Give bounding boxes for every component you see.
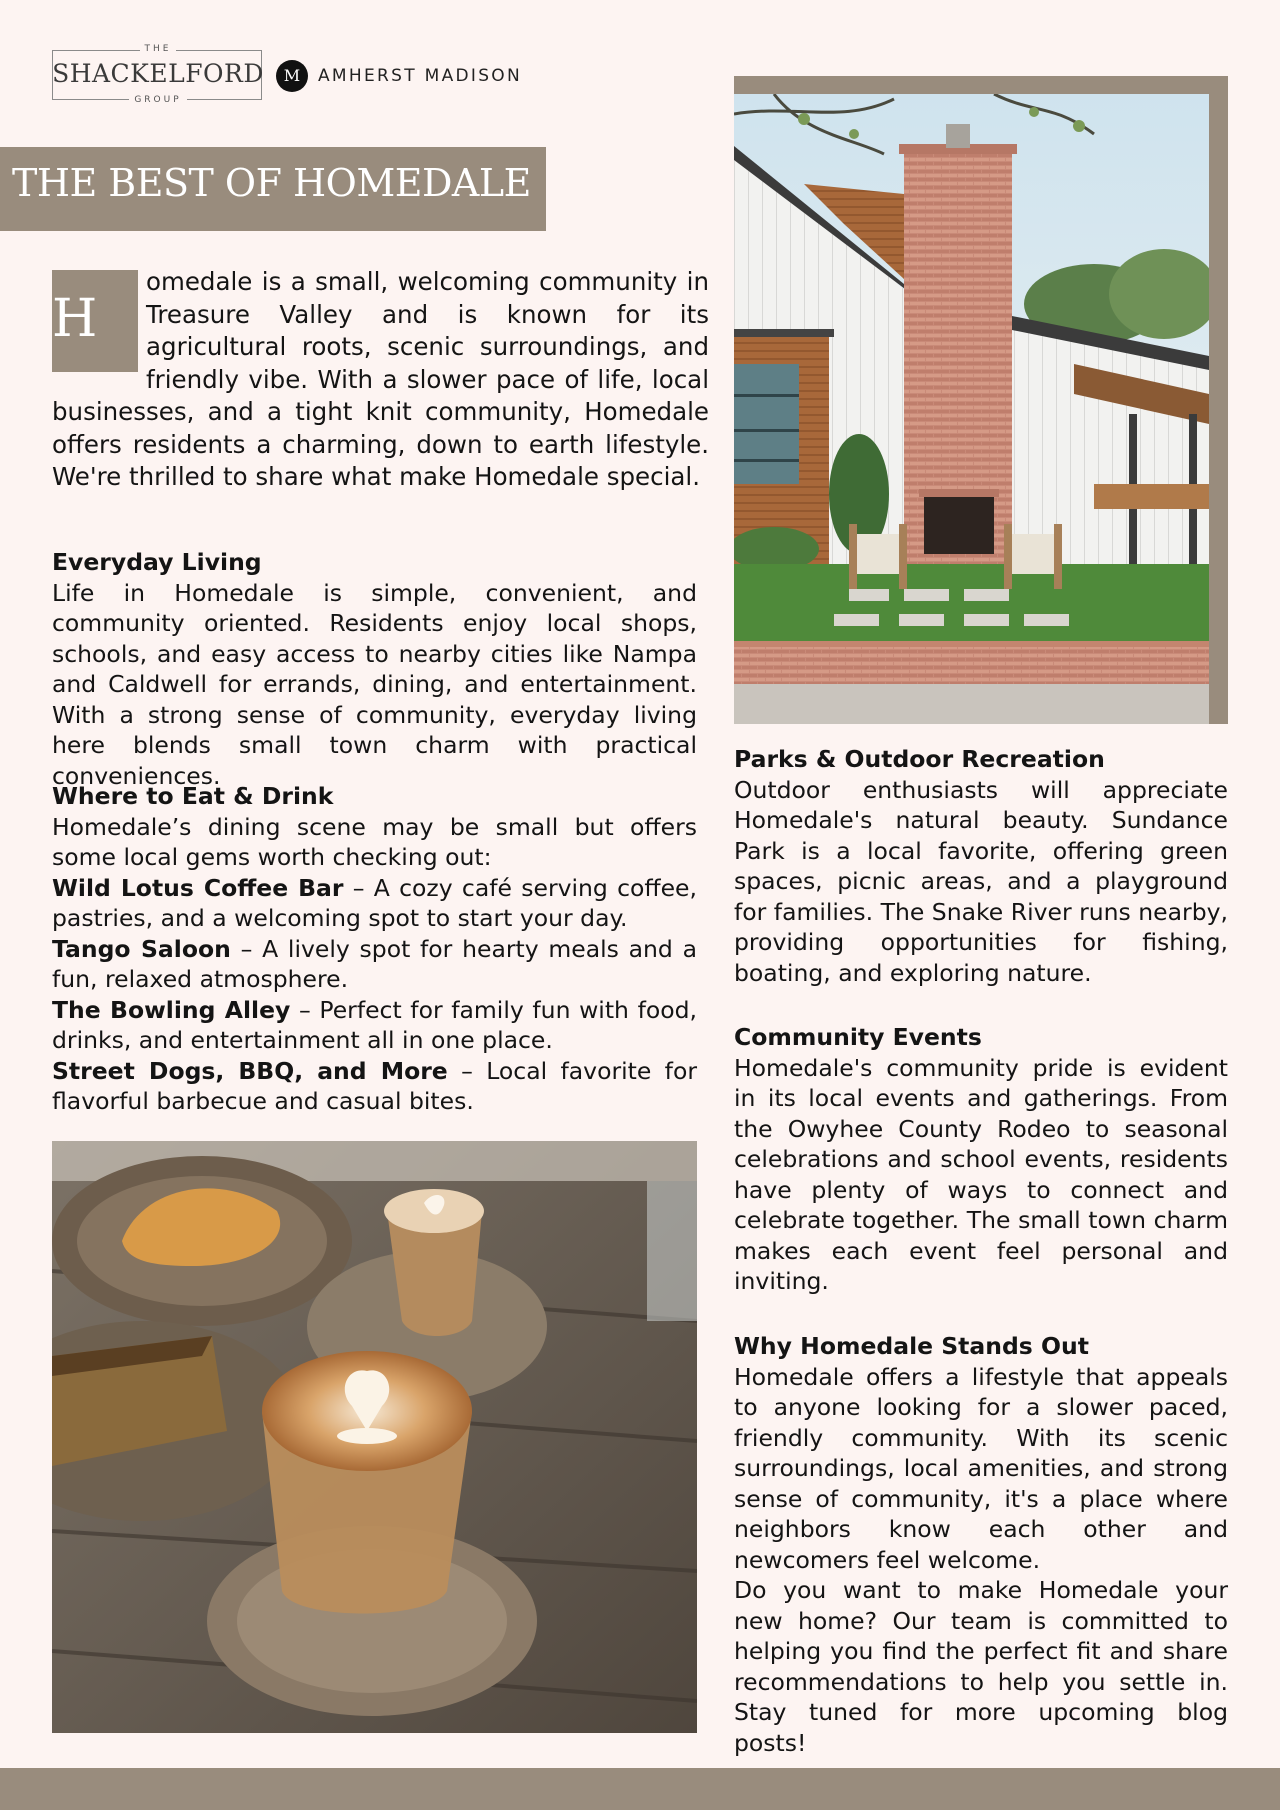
parks-heading: Parks & Outdoor Recreation [734, 745, 1105, 773]
parks-body: Outdoor enthusiasts will appreciate Homedale's natural beauty. Sundance Park is a local favorite, offering green spaces, picnic areas, and a playground for families. The Snake River runs nearby, providing opportunities for fishing, boating, and exploring nature. [734, 775, 1228, 987]
restaurant-name: Wild Lotus Coffee Bar [52, 873, 344, 902]
amherst-madison-logo-text: AMHERST MADISON [318, 66, 523, 86]
title-banner [0, 147, 546, 231]
parks-section [734, 744, 1228, 988]
restaurant-name: Tango Saloon [52, 934, 231, 963]
stands-out-section [734, 1331, 1228, 1758]
events-section [734, 1022, 1228, 1297]
intro-paragraph [52, 266, 709, 494]
eat-drink-section [52, 781, 697, 1117]
stands-out-closing: Do you want to make Homedale your new home? Our team is committed to helping you find the perfect fit and share recommendations to help you settle in. Stay tuned for more upcoming blog posts! [734, 1576, 1228, 1757]
amherst-madison-monogram-icon: M [276, 60, 308, 92]
shackelford-group-logo: THE SHACKELFORD GROUP [52, 44, 264, 105]
events-heading: Community Events [734, 1023, 982, 1051]
drop-cap: H [52, 270, 138, 372]
everyday-living-body: Life in Homedale is simple, convenient, and community oriented. Residents enjoy local shops, schools, and easy access to nearby cities like Nampa and Caldwell for errands, dining, and entertainment. With a strong sense of community, everyday living here blends small town charm with practical conveniences. [52, 578, 697, 790]
intro-text: omedale is a small, welcoming community in Treasure Valley and is known for its agricultural roots, scenic surroundings, and friendly vibe. With a slower pace of life, local businesses, and a tight knit community, Homedale offers residents a charming, down to earth lifestyle. We're thrilled to share what make Homedale special. [52, 267, 709, 491]
page-title: THE BEST OF HOMEDALE [12, 161, 531, 205]
stands-out-heading: Why Homedale Stands Out [734, 1332, 1089, 1360]
house-photo [734, 94, 1209, 724]
footer-bar [0, 1768, 1280, 1810]
eat-drink-heading: Where to Eat & Drink [52, 782, 334, 810]
list-item: Wild Lotus Coffee Bar – A cozy café serving coffee, pastries, and a welcoming spot to start your day. [52, 873, 697, 932]
stands-out-body: Homedale offers a lifestyle that appeals to anyone looking for a slower paced, friendly community. With its scenic surroundings, local amenities, and strong sense of community, it's a place where neighbors know each other and newcomers feel welcome. [734, 1362, 1228, 1574]
restaurant-name: The Bowling Alley [52, 995, 291, 1024]
eat-drink-intro: Homedale’s dining scene may be small but offers some local gems worth checking out: [52, 812, 697, 871]
list-item: The Bowling Alley – Perfect for family fun with food, drinks, and entertainment all in one place. [52, 995, 697, 1054]
everyday-living-section [52, 547, 697, 791]
list-item: Street Dogs, BBQ, and More – Local favorite for flavorful barbecue and casual bites. [52, 1056, 697, 1115]
coffee-photo [52, 1141, 697, 1733]
events-body: Homedale's community pride is evident in its local events and gatherings. From the Owyhee County Rodeo to seasonal celebrations and school events, residents have plenty of ways to connect and celebrate together. The small town charm makes each event feel personal and inviting. [734, 1053, 1228, 1295]
list-item: Tango Saloon – A lively spot for hearty meals and a fun, relaxed atmosphere. [52, 934, 697, 993]
everyday-living-heading: Everyday Living [52, 548, 262, 576]
shackelford-logo-text: SHACKELFORD [52, 59, 264, 88]
restaurant-name: Street Dogs, BBQ, and More [52, 1056, 448, 1085]
